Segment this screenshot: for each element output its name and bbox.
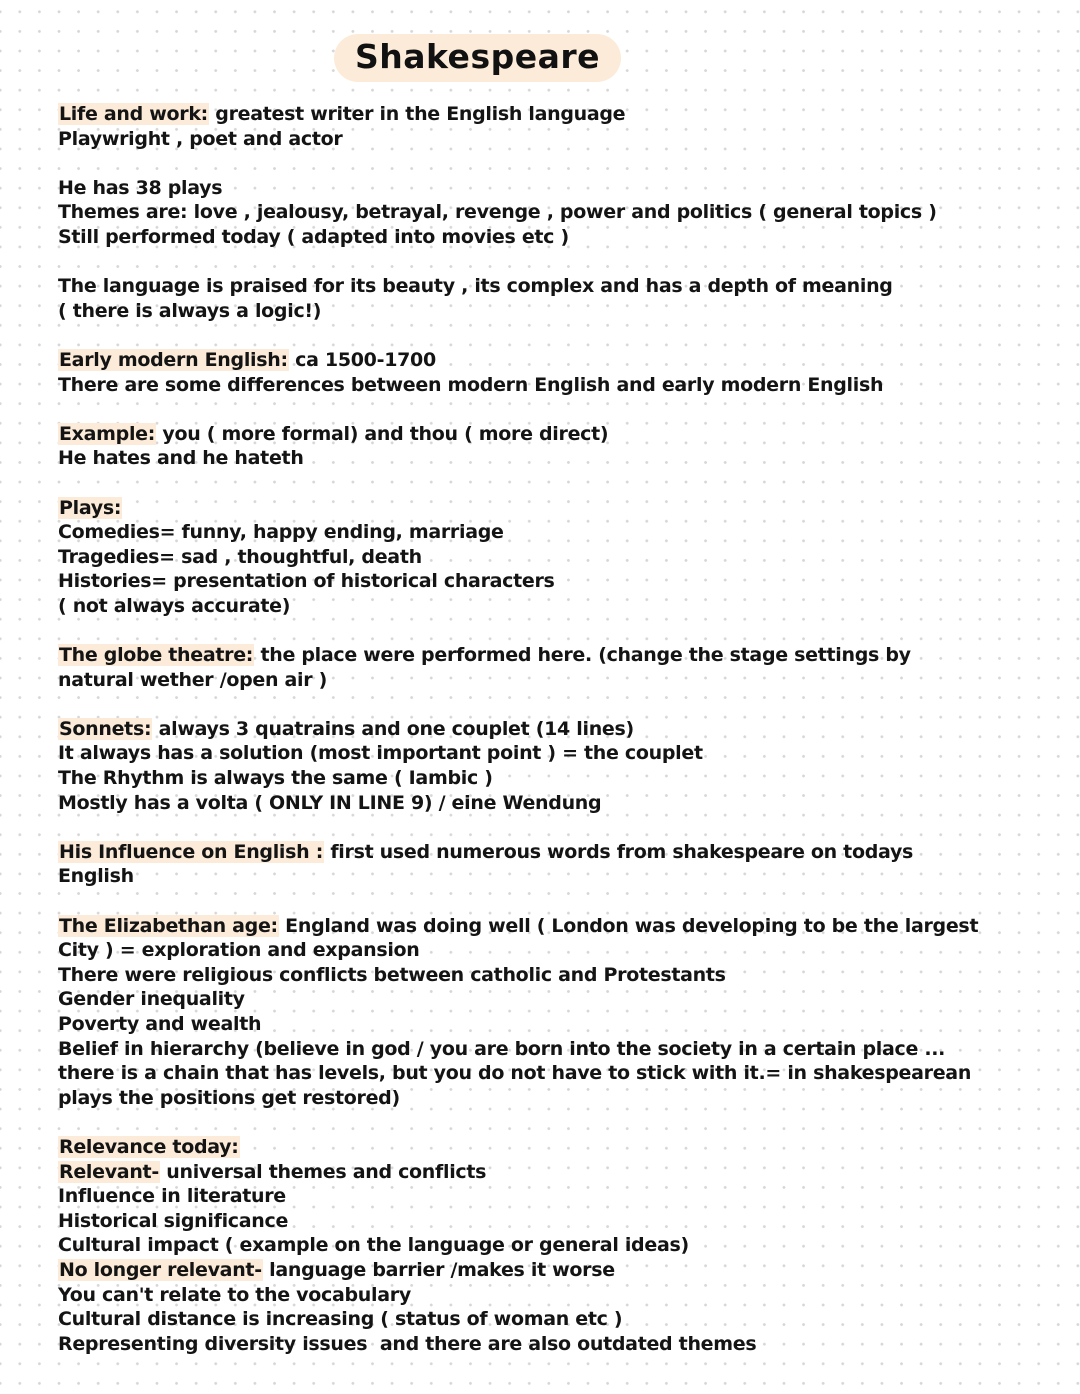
note-text: The Rhythm is always the same ( Iambic ) [58,767,493,790]
note-line [58,151,1048,176]
note-line [58,1233,1048,1258]
note-text: You can't relate to the vocabulary [58,1283,411,1306]
note-text: It always has a solution (most important point ) = the couplet [58,742,703,765]
note-text: Influence in literature [58,1185,286,1208]
note-text: greatest writer in the English language [208,103,626,125]
note-text: ca 1500-1700 [288,348,436,371]
note-text: always 3 quatrains and one couplet (14 lines) [152,717,634,740]
note-text: Belief in hierarchy (believe in god / you are born into the society in a certain place ... [58,1037,946,1060]
note-line [58,643,1048,668]
note-text: ( not always accurate) [58,594,291,617]
note-line [58,692,1048,717]
note-line [58,1258,1048,1283]
note-line [58,545,1048,570]
note-line [58,323,1048,348]
page-title: Shakespeare [334,34,621,82]
highlighted-label: Relevance today: [59,1135,239,1158]
note-text: There were religious conflicts between catholic and Protestants [58,963,726,986]
note-line [58,864,1048,889]
note-line [58,274,1048,299]
note-line [58,1160,1048,1185]
highlighted-label: Early modern English: [59,348,288,371]
note-line [58,963,1048,988]
note-text: Playwright , poet and actor [58,127,343,150]
note-line [58,938,1048,963]
note-line [58,1332,1048,1357]
note-text: Histories= presentation of historical characters [58,570,555,593]
note-line [58,1184,1048,1209]
note-text: There are some differences between modern English and early modern English [58,373,884,396]
note-text: plays the positions get restored) [58,1086,400,1109]
note-line [58,741,1048,766]
note-line [58,496,1048,521]
note-text: City ) = exploration and expansion [58,939,420,962]
note-line [58,766,1048,791]
note-line [58,299,1048,324]
note-line [58,1209,1048,1234]
note-text: The language is praised for its beauty , its complex and has a depth of meaning [58,275,893,298]
note-line [58,225,1048,250]
note-text: Tragedies= sad , thoughtful, death [58,545,422,568]
note-text: Themes are: love , jealousy, betrayal, revenge , power and politics ( general topics ) [58,201,937,224]
note-text: He has 38 plays [58,176,223,199]
note-line [58,1283,1048,1308]
note-line [58,102,1048,127]
note-line [58,200,1048,225]
highlighted-label: Sonnets: [59,717,152,740]
note-line [58,668,1048,693]
highlighted-label: Life and work: [59,103,208,125]
note-line [58,348,1048,373]
note-text: universal themes and conflicts [159,1160,487,1183]
note-text: natural wether /open air ) [58,668,328,691]
note-text: Historical significance [58,1209,289,1232]
note-text: language barrier /makes it worse [262,1258,615,1281]
note-line [58,471,1048,496]
highlighted-label: The Elizabethan age: [59,914,278,937]
note-line [58,914,1048,939]
note-line [58,422,1048,447]
highlighted-label: The globe theatre: [59,644,254,667]
note-text: English [58,865,134,888]
note-line [58,250,1048,275]
note-line [58,1061,1048,1086]
note-line [58,840,1048,865]
note-line [58,397,1048,422]
highlighted-label: Example: [59,422,156,445]
note-text: Representing diversity issues and there are also outdated themes [58,1332,757,1355]
note-text: first used numerous words from shakespeare on todays [324,840,914,863]
note-text: Still performed today ( adapted into movies etc ) [58,225,569,248]
note-line [58,889,1048,914]
note-text: ( there is always a logic!) [58,299,322,322]
highlighted-label: No longer relevant- [59,1258,262,1281]
note-line [58,373,1048,398]
note-line [58,791,1048,816]
note-text: Comedies= funny, happy ending, marriage [58,521,504,544]
notes-body [58,102,1048,1356]
note-line [58,520,1048,545]
note-text: Mostly has a volta ( ONLY IN LINE 9) / eine Wendung [58,791,602,814]
note-line [58,446,1048,471]
note-text: Gender inequality [58,988,245,1011]
note-text: England was doing well ( London was developing to be the largest [278,914,979,937]
note-line [58,1012,1048,1037]
note-text: He hates and he hateth [58,447,304,470]
note-line [58,594,1048,619]
note-line [58,1037,1048,1062]
note-line [58,569,1048,594]
note-line [58,176,1048,201]
note-line [58,1307,1048,1332]
highlighted-label: His Influence on English : [59,840,323,863]
note-line [58,1135,1048,1160]
highlighted-label: Plays: [59,496,122,519]
note-line [58,717,1048,742]
note-text: Poverty and wealth [58,1012,262,1035]
note-line [58,127,1048,152]
note-line [58,987,1048,1012]
note-text: there is a chain that has levels, but you do not have to stick with it.= in shakespearean [58,1062,972,1085]
note-line [58,1110,1048,1135]
note-text: you ( more formal) and thou ( more direct) [156,422,609,445]
note-line [58,1086,1048,1111]
note-text: Cultural distance is increasing ( status of woman etc ) [58,1308,623,1331]
note-line [58,815,1048,840]
highlighted-label: Relevant- [59,1160,159,1183]
note-line [58,618,1048,643]
note-text: the place were performed here. (change the stage settings by [254,644,911,667]
note-text: Cultural impact ( example on the language or general ideas) [58,1234,689,1257]
